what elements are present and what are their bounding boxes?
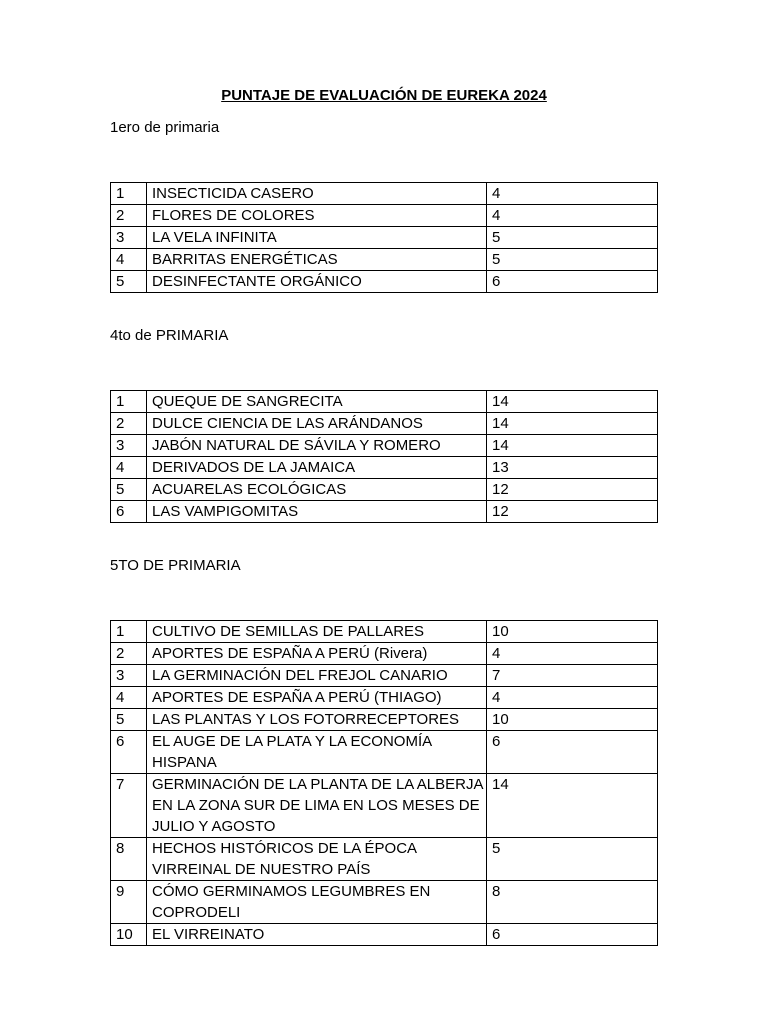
project-score: 10 [487,621,658,643]
row-number: 2 [111,205,147,227]
table-row [111,227,658,249]
row-number: 5 [111,479,147,501]
table-row [111,838,658,881]
table-row [111,665,658,687]
row-number: 4 [111,687,147,709]
row-number: 8 [111,838,147,881]
project-title: FLORES DE COLORES [147,205,487,227]
project-score: 6 [487,731,658,774]
section-label-5to: 5TO DE PRIMARIA [110,557,241,574]
project-score: 14 [487,435,658,457]
table-row [111,249,658,271]
project-title: JABÓN NATURAL DE SÁVILA Y ROMERO [147,435,487,457]
row-number: 3 [111,665,147,687]
project-score: 5 [487,227,658,249]
table-row [111,391,658,413]
row-number: 3 [111,227,147,249]
row-number: 4 [111,249,147,271]
section-label-4to: 4to de PRIMARIA [110,327,229,344]
row-number: 1 [111,391,147,413]
table-row [111,621,658,643]
row-number: 2 [111,413,147,435]
project-title: EL VIRREINATO [147,924,487,946]
project-score: 14 [487,413,658,435]
project-score: 4 [487,687,658,709]
project-score: 8 [487,881,658,924]
project-score: 4 [487,205,658,227]
table-row [111,774,658,838]
project-title: CÓMO GERMINAMOS LEGUMBRES EN COPRODELI [147,881,487,924]
project-score: 14 [487,774,658,838]
table-row [111,205,658,227]
table-row [111,457,658,479]
row-number: 5 [111,271,147,293]
project-title: LAS PLANTAS Y LOS FOTORRECEPTORES [147,709,487,731]
project-title: LAS VAMPIGOMITAS [147,501,487,523]
table-row [111,687,658,709]
table-5to-primaria [110,620,658,946]
table-row [111,501,658,523]
project-title: APORTES DE ESPAÑA A PERÚ (Rivera) [147,643,487,665]
project-title: INSECTICIDA CASERO [147,183,487,205]
document-title: PUNTAJE DE EVALUACIÓN DE EUREKA 2024 [221,87,547,104]
table-row [111,479,658,501]
table-row [111,435,658,457]
row-number: 5 [111,709,147,731]
table-row [111,413,658,435]
row-number: 1 [111,183,147,205]
row-number: 2 [111,643,147,665]
project-title: LA GERMINACIÓN DEL FREJOL CANARIO [147,665,487,687]
project-title: EL AUGE DE LA PLATA Y LA ECONOMÍA HISPANA [147,731,487,774]
row-number: 1 [111,621,147,643]
project-score: 6 [487,271,658,293]
project-score: 6 [487,924,658,946]
row-number: 7 [111,774,147,838]
section-label-1ero: 1ero de primaria [110,119,220,136]
project-title: QUEQUE DE SANGRECITA [147,391,487,413]
table-row [111,881,658,924]
row-number: 6 [111,731,147,774]
table-row [111,271,658,293]
project-title: LA VELA INFINITA [147,227,487,249]
table-row [111,731,658,774]
project-title: ACUARELAS ECOLÓGICAS [147,479,487,501]
table-row [111,709,658,731]
project-title: BARRITAS ENERGÉTICAS [147,249,487,271]
project-title: CULTIVO DE SEMILLAS DE PALLARES [147,621,487,643]
project-score: 5 [487,838,658,881]
project-score: 4 [487,183,658,205]
project-score: 5 [487,249,658,271]
project-title: APORTES DE ESPAÑA A PERÚ (THIAGO) [147,687,487,709]
row-number: 9 [111,881,147,924]
project-title: DESINFECTANTE ORGÁNICO [147,271,487,293]
row-number: 10 [111,924,147,946]
project-score: 12 [487,479,658,501]
project-score: 4 [487,643,658,665]
row-number: 3 [111,435,147,457]
project-score: 10 [487,709,658,731]
project-title: DULCE CIENCIA DE LAS ARÁNDANOS [147,413,487,435]
project-title: HECHOS HISTÓRICOS DE LA ÉPOCA VIRREINAL DE NUESTRO PAÍS [147,838,487,881]
table-4to-primaria [110,390,658,523]
table-row [111,643,658,665]
table-row [111,183,658,205]
project-score: 13 [487,457,658,479]
row-number: 6 [111,501,147,523]
project-score: 12 [487,501,658,523]
row-number: 4 [111,457,147,479]
document-page [110,86,658,946]
project-score: 14 [487,391,658,413]
project-title: GERMINACIÓN DE LA PLANTA DE LA ALBERJA EN LA ZONA SUR DE LIMA EN LOS MESES DE JULIO Y AGOSTO [147,774,487,838]
project-title: DERIVADOS DE LA JAMAICA [147,457,487,479]
project-score: 7 [487,665,658,687]
table-row [111,924,658,946]
table-1ero-primaria [110,182,658,293]
